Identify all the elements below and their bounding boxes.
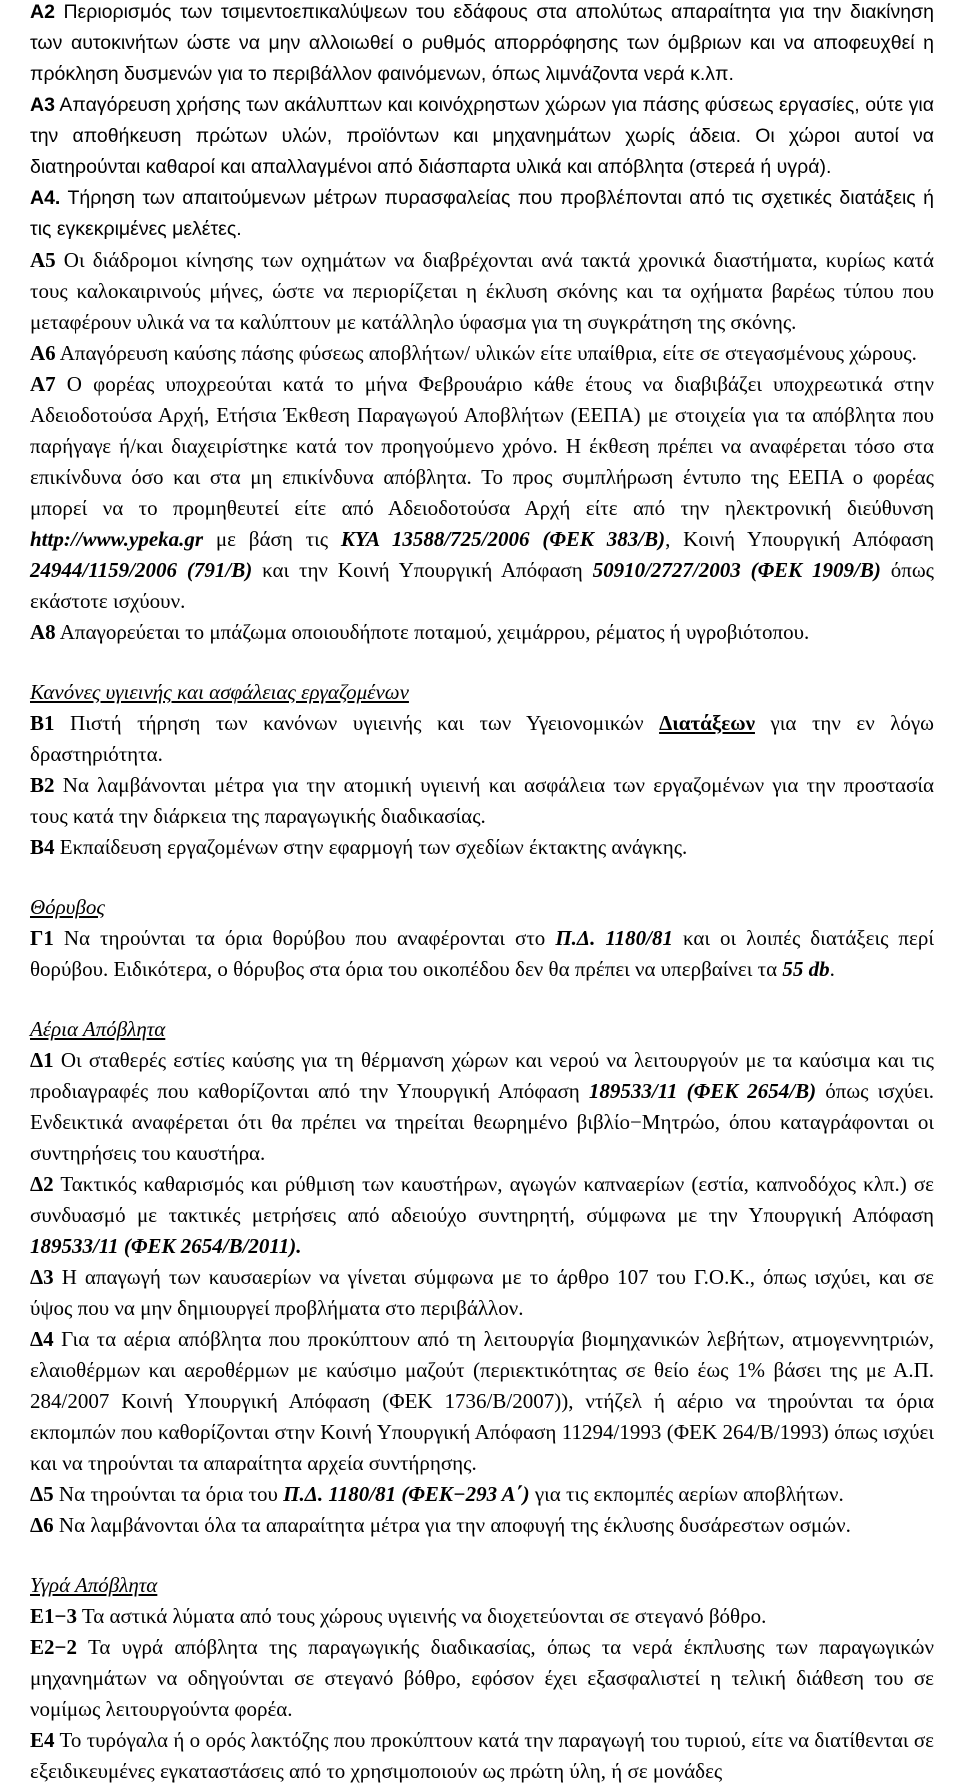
paragraph-text: όπως ισχύει. Ενδεικτικά αναφέρεται ότι θα πρέπει να τηρείται θεωρημένο βιβλίο−Μητρώο, όπου καταγράφονται οι συντηρήσεις του καυστήρα.	[30, 1079, 935, 1165]
paragraph-text: Οι σταθερές εστίες καύσης για τη θέρμανση χώρων και νερού να λειτουργούν με τα καύσιμα και τις προδιαγραφές που καθορίζονται από την Υπουργική Απόφαση	[30, 1048, 934, 1103]
emphasized-reference: 189533/11 (ΦΕΚ 2654/Β/2011).	[30, 1234, 302, 1258]
paragraph	[30, 1262, 934, 1324]
paragraph	[30, 183, 934, 245]
paragraph-text: Ο φορέας υποχρεούται κατά το μήνα Φεβρουάριο κάθε έτους να διαβιβάζει υποχρεωτικά στην Αδειοδοτούσα Αρχή, Ετήσια Έκθεση Παραγωγού Αποβλήτων (ΕΕΠΑ) με στοιχεία για τα απόβλητα που παρήγαγε ή/και διαχειρίστηκε κατά τον προηγούμενο χρόνο. Η έκθεση πρέπει να αναφέρεται τόσο στα επικίνδυνα όσο και στα μη επικίνδυνα απόβλητα. Το προς συμπλήρωση έντυπο της ΕΕΠΑ ο φορέας μπορεί να το προμηθευτεί είτε από Αδειοδοτούσα Αρχή είτε από την ηλεκτρονική διεύθυνση	[30, 372, 934, 520]
paragraph-text: Να τηρούνται τα όρια του	[53, 1482, 284, 1506]
paragraph-text: .	[829, 957, 835, 981]
paragraph-text: Να λαμβάνονται όλα τα απαραίτητα μέτρα για την αποφυγή της έκλυσης δυσάρεστων οσμών.	[53, 1513, 851, 1537]
clause-label: Α8	[30, 620, 56, 644]
paragraph-text: Απαγόρευση χρήσης των ακάλυπτων και κοινόχρηστων χώρων για πάσης φύσεως εργασίες, ούτε για την αποθήκευση πρώτων υλών, προϊόντων και μηχανημάτων χωρίς άδεια. Οι χώροι αυτοί να διατηρούνται καθαροί και απαλλαγμένοι από διάσπαρτα υλικά και απόβλητα (στερεά ή υγρά).	[30, 94, 934, 178]
clause-label: Α5	[30, 248, 56, 272]
paragraph	[30, 0, 934, 90]
paragraph-text: Περιορισμός των τσιμεντοεπικαλύψεων του εδάφους στα απολύτως απαραίτητα για την διακίνηση των αυτοκινήτων ώστε να μην αλλοιωθεί ο ρυθμός απορρόφησης των όμβριων και να αποφευχθεί η πρόκληση δυσμενών για το περιβάλλον φαινόμενων, όπως λιμνάζοντα νερά κ.λπ.	[30, 1, 934, 85]
paragraph-text: για την εν λόγω δραστηριότητα.	[30, 711, 935, 766]
clause-label: Β4	[30, 835, 55, 859]
paragraph-text: Τα υγρά απόβλητα της παραγωγικής διαδικασίας, όπως τα νερά έκπλυσης των παραγωγικών μηχανημάτων να οδηγούνται σε στεγανό βόθρο, εφόσον έχει εξασφαλιστεί η τελική διάθεση του σε νομίμως λειτουργούντα φορέα.	[30, 1635, 934, 1721]
emphasized-reference: 50910/2727/2003 (ΦΕΚ 1909/Β)	[592, 558, 881, 582]
clause-label: Δ3	[30, 1265, 54, 1289]
paragraph	[30, 1632, 934, 1725]
paragraph	[30, 923, 934, 985]
paragraph	[30, 1725, 934, 1787]
paragraph	[30, 1045, 934, 1169]
paragraph-text: Τα αστικά λύματα από τους χώρους υγιεινής να διοχετεύονται σε στεγανό βόθρο.	[76, 1604, 767, 1628]
emphasized-reference: 24944/1159/2006 (791/Β)	[30, 558, 253, 582]
clause-label: Ε2−2	[30, 1635, 77, 1659]
section-heading: Κανόνες υγιεινής και ασφάλειας εργαζομένων	[30, 680, 409, 704]
paragraph-text: Πιστή τήρηση των κανόνων υγιεινής και των Υγειονομικών	[54, 711, 660, 735]
paragraph-text: όπως εκάστοτε ισχύουν.	[30, 558, 934, 613]
clause-label: Δ6	[30, 1513, 54, 1537]
clause-label: Δ4	[30, 1327, 54, 1351]
paragraph	[30, 1324, 934, 1479]
clause-label: Β1	[30, 711, 55, 735]
clause-label: Α7	[30, 372, 56, 396]
paragraph	[30, 338, 934, 369]
section-heading: Θόρυβος	[30, 895, 105, 919]
paragraph-text: Απαγόρευση καύσης πάσης φύσεως αποβλήτων/ υλικών είτε υπαίθρια, είτε σε στεγασμένους χώρους.	[55, 341, 917, 365]
paragraph-text: Απαγορεύεται το μπάζωμα οποιουδήποτε ποταμού, χειμάρρου, ρέματος ή υγροβιότοπου.	[55, 620, 810, 644]
paragraph-text: Το τυρόγαλα ή ο ορός λακτόζης που προκύπτουν κατά την παραγωγή του τυριού, είτε να διατίθενται σε εξειδικευμένες εγκαταστάσεις από το χρησιμοποιούν ως πρώτη ύλη, ή σε μονάδες	[30, 1728, 934, 1783]
paragraph	[30, 617, 934, 648]
clause-label: Α6	[30, 341, 56, 365]
paragraph-text: και οι λοιπές διατάξεις περί θορύβου. Ειδικότερα, ο θόρυβος στα όρια του οικοπέδου δεν θα πρέπει να υπερβαίνει τα	[30, 926, 934, 981]
clause-label: Α3	[30, 94, 55, 116]
clause-label: Δ5	[30, 1482, 54, 1506]
paragraph	[30, 245, 934, 338]
paragraph	[30, 770, 934, 832]
paragraph-text: Για τα αέρια απόβλητα που προκύπτουν από τη λειτουργία βιομηχανικών λεβήτων, ατμογεννητριών, ελαιοθέρμων και αεροθέρμων με καύσιμο μαζούτ (περιεκτικότητας σε θείο έως 1% βάσει της με Α.Π. 284/2007 Κοινή Υπουργική Απόφαση (ΦΕΚ 1736/Β/2007)), ντήζελ ή αέριο να τηρούνται τα όρια εκπομπών που καθορίζονται στην Κοινή Υπουργική Απόφαση 11294/1993 (ΦΕΚ 264/Β/1993) όπως ισχύει και να τηρούνται τα απαραίτητα αρχεία συντήρησης.	[30, 1327, 934, 1475]
clause-label: Ε4	[30, 1728, 55, 1752]
paragraph-text: και την Κοινή Υπουργική Απόφαση	[252, 558, 593, 582]
paragraph-text: Τήρηση των απαιτούμενων μέτρων πυρασφαλείας που προβλέπονται από τις σχετικές διατάξεις ή τις εγκεκριμένες μελέτες.	[30, 187, 934, 240]
paragraph	[30, 708, 934, 770]
clause-label: Ε1−3	[30, 1604, 77, 1628]
paragraph	[30, 1479, 934, 1510]
clause-label: Δ1	[30, 1048, 54, 1072]
paragraph-text: για τις εκπομπές αερίων αποβλήτων.	[529, 1482, 844, 1506]
emphasized-reference: Π.Δ. 1180/81 (ΦΕΚ−293 Α΄)	[283, 1482, 530, 1506]
emphasized-reference: 189533/11 (ΦΕΚ 2654/Β)	[588, 1079, 817, 1103]
paragraph	[30, 1510, 934, 1541]
paragraph	[30, 90, 934, 183]
emphasized-reference: 55 db	[782, 957, 830, 981]
section-heading: Υγρά Απόβλητα	[30, 1573, 158, 1597]
paragraph	[30, 1601, 934, 1632]
paragraph-text: Να τηρούνται τα όρια θορύβου που αναφέρονται στο	[53, 926, 556, 950]
paragraph-text: , Κοινή Υπουργική Απόφαση	[665, 527, 934, 551]
paragraph-text: Να λαμβάνονται μέτρα για την ατομική υγιεινή και ασφάλεια των εργαζομένων για την προστασία τους κατά την διάρκεια της παραγωγικής διαδικασίας.	[30, 773, 934, 828]
section-heading: Αέρια Απόβλητα	[30, 1017, 166, 1041]
clause-label: Δ2	[30, 1172, 54, 1196]
paragraph-text: Εκπαίδευση εργαζομένων στην εφαρμογή των σχεδίων έκτακτης ανάγκης.	[54, 835, 688, 859]
clause-label: Β2	[30, 773, 55, 797]
paragraph	[30, 1169, 934, 1262]
emphasized-reference: ΚΥΑ 13588/725/2006 (ΦΕΚ 383/Β)	[340, 527, 666, 551]
paragraph-text: Τακτικός καθαρισμός και ρύθμιση των καυστήρων, αγωγών καπναερίων (εστία, καπνοδόχος κλπ.) σε συνδυασμό με τακτικές μετρήσεις από αδειούχο συντηρητή, σύμφωνα με την Υπουργική Απόφαση	[30, 1172, 934, 1227]
clause-label: Α2	[30, 1, 55, 23]
paragraph-text: με βάση τις	[203, 527, 341, 551]
emphasized-reference: Π.Δ. 1180/81	[555, 926, 673, 950]
clause-label: Α4.	[30, 187, 61, 209]
emphasized-reference: http://www.ypeka.gr	[30, 527, 204, 551]
underlined-text: Διατάξεων	[659, 711, 755, 735]
paragraph-text: Η απαγωγή των καυσαερίων να γίνεται σύμφωνα με το άρθρο 107 του Γ.Ο.Κ., όπως ισχύει, και σε ύψος που να μην δημιουργεί προβλήματα στο περιβάλλον.	[30, 1265, 934, 1320]
clause-label: Γ1	[30, 926, 54, 950]
paragraph	[30, 832, 934, 863]
paragraph-text: Οι διάδρομοι κίνησης των οχημάτων να διαβρέχονται ανά τακτά χρονικά διαστήματα, κυρίως κατά τους καλοκαιρινούς μήνες, ώστε να περιορίζεται η έκλυση σκόνης και τα οχήματα βαρέως τύπου που μεταφέρουν υλικά να τα καλύπτουν με κατάλληλο ύφασμα για τη συγκράτηση της σκόνης.	[30, 248, 934, 334]
paragraph	[30, 369, 934, 617]
